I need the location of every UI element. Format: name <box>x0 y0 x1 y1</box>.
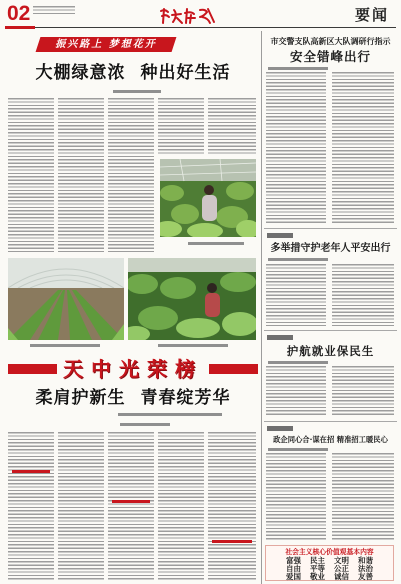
profile-subtitle <box>118 413 222 416</box>
section-label <box>267 335 293 340</box>
section-divider <box>264 330 397 331</box>
section-label <box>267 233 293 238</box>
photo-caption <box>30 344 100 347</box>
employment-body-column <box>266 366 326 416</box>
core-value: 平等 <box>310 564 325 573</box>
lead-body-column <box>58 98 104 252</box>
core-value: 爱国 <box>286 572 301 581</box>
page-number: 02 <box>7 2 31 25</box>
profile-subhead <box>112 500 150 503</box>
elderly-headline: 多举措守护老年人平安出行 <box>270 243 391 254</box>
core-value: 公正 <box>334 564 349 573</box>
profile-subhead <box>212 540 252 543</box>
lead-byline <box>113 90 161 93</box>
core-values-box <box>265 545 394 581</box>
photo-caption <box>188 242 244 245</box>
lead-headline: 大棚绿意浓 种出好生活 <box>35 63 231 83</box>
profile-body-column <box>158 432 204 580</box>
traffic-byline <box>268 67 328 70</box>
issue-date-lines <box>33 6 75 15</box>
photo-greenhouse-rows <box>8 258 124 340</box>
core-value: 自由 <box>286 564 301 573</box>
column-divider <box>261 31 262 584</box>
core-value: 和谐 <box>358 556 373 565</box>
recruitment-headline: 政企同心合·谋在招 精准招工暖民心 <box>273 435 388 444</box>
employment-headline: 护航就业保民生 <box>286 344 375 358</box>
recruitment-body-column <box>266 453 326 540</box>
lead-body-column <box>108 98 154 252</box>
profile-body-column <box>8 432 54 580</box>
employment-byline <box>268 361 328 364</box>
lead-body-column <box>158 98 204 154</box>
honor-roll-title <box>8 356 258 382</box>
employment-body-column <box>332 366 394 416</box>
profile-byline <box>120 423 170 426</box>
photo-plants-person <box>128 258 256 340</box>
elderly-byline <box>268 258 328 261</box>
recruitment-byline <box>268 448 328 451</box>
section-divider <box>264 228 397 229</box>
header-rule <box>5 27 396 28</box>
lead-body-column <box>8 98 54 252</box>
profile-headline: 柔肩护新生 青春绽芳华 <box>35 388 231 408</box>
elderly-body-column <box>266 264 326 326</box>
profile-body-column <box>108 432 154 580</box>
header-rule-accent <box>5 26 35 29</box>
column-banner-text: 振兴路上 梦想花开 <box>55 39 157 50</box>
core-value: 民主 <box>310 556 325 565</box>
section-divider <box>264 421 397 422</box>
core-value: 诚信 <box>334 572 349 581</box>
core-value: 文明 <box>334 556 349 565</box>
core-value: 法治 <box>358 564 373 573</box>
photo-caption <box>158 344 228 347</box>
column-banner <box>38 37 174 52</box>
honor-roll-title-text: 天中光荣榜 <box>57 356 209 382</box>
section-title: 要闻 <box>354 6 389 24</box>
profile-subhead <box>12 470 50 473</box>
masthead-logo <box>158 6 218 26</box>
elderly-body-column <box>332 264 394 326</box>
profile-body-column <box>58 432 104 580</box>
core-value: 友善 <box>358 572 373 581</box>
recruitment-body-column <box>332 453 394 540</box>
core-value: 敬业 <box>310 572 325 581</box>
core-value: 富强 <box>286 556 301 565</box>
lead-body-column <box>208 98 256 154</box>
section-label <box>267 426 293 431</box>
core-values-row <box>266 573 393 581</box>
core-values-title: 社会主义核心价值观基本内容 <box>285 548 374 556</box>
photo-greenhouse-worker <box>160 159 256 237</box>
traffic-headline-line1: 市交警支队高新区大队调研行指示 <box>270 37 391 46</box>
traffic-headline-line2: 安全错峰出行 <box>289 49 371 64</box>
traffic-body-column <box>266 72 326 224</box>
profile-body-column <box>208 432 256 580</box>
traffic-body-column <box>332 72 394 224</box>
